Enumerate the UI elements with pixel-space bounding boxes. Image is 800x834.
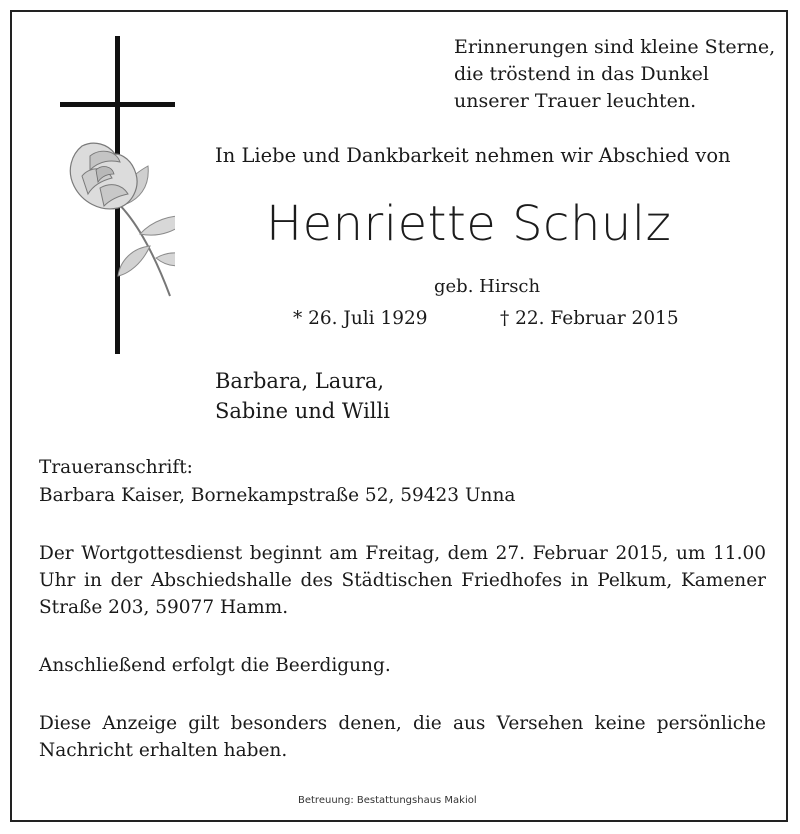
family-names <box>215 366 390 426</box>
birth-date: * 26. Juli 1929 <box>293 308 428 329</box>
address-value: Barbara Kaiser, Bornekampstraße 52, 59423 Unna <box>39 485 516 506</box>
address-label: Traueranschrift: <box>39 457 193 478</box>
funeral-home-credit: Betreuung: Bestattungshaus Makiol <box>298 795 477 806</box>
maiden-name: geb. Hirsch <box>434 276 541 297</box>
poem-line: Erinnerungen sind kleine Sterne, <box>454 36 776 58</box>
intro-text: In Liebe und Dankbarkeit nehmen wir Abschied von <box>215 144 731 167</box>
note-paragraph: Diese Anzeige gilt besonders denen, die aus Versehen keine persönliche Nachricht erhalten haben. <box>39 713 766 761</box>
family-line: Barbara, Laura, <box>215 369 385 393</box>
memorial-poem <box>454 34 775 115</box>
rose-icon <box>70 143 175 296</box>
burial-paragraph: Anschließend erfolgt die Beerdigung. <box>39 655 391 676</box>
deceased-name: Henriette Schulz <box>266 196 672 252</box>
death-date: † 22. Februar 2015 <box>500 308 679 329</box>
cross-icon <box>60 36 175 354</box>
family-line: Sabine und Willi <box>215 399 390 423</box>
poem-line: unserer Trauer leuchten. <box>454 90 697 112</box>
service-paragraph: Der Wortgottesdienst beginnt am Freitag, dem 27. Februar 2015, um 11.00 Uhr in der Abschiedshalle des Städtischen Friedhofes in Pelkum, Kamener Straße 203, 59077 Hamm. <box>39 543 766 618</box>
poem-line: die tröstend in das Dunkel <box>454 63 709 85</box>
